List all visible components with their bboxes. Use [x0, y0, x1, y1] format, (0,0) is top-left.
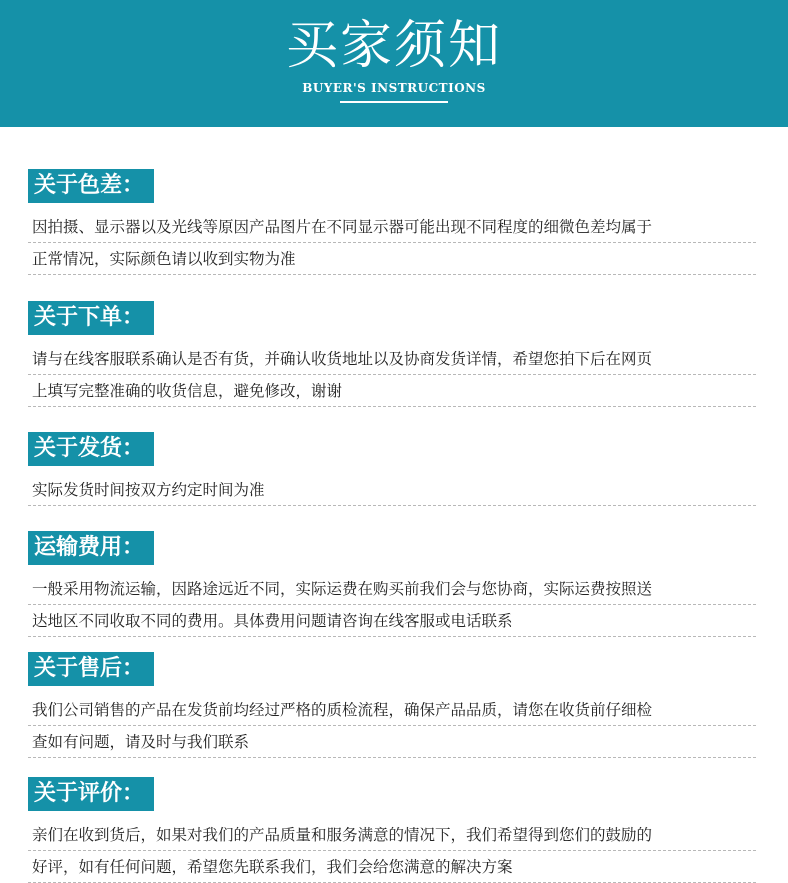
section-color-difference [28, 169, 758, 275]
text-line: 一般采用物流运输，因路途远近不同，实际运费在购买前我们会与您协商，实际运费按照送 [28, 573, 756, 605]
text-line: 亲们在收到货后，如果对我们的产品质量和服务满意的情况下，我们希望得到您们的鼓励的 [28, 819, 756, 851]
text-line: 我们公司销售的产品在发货前均经过严格的质检流程，确保产品品质，请您在收货前仔细检 [28, 694, 756, 726]
text-line: 实际发货时间按双方约定时间为准 [28, 474, 756, 506]
section-ordering [28, 301, 758, 407]
section-after-sales [28, 652, 758, 758]
subtitle-underline [340, 101, 448, 103]
text-line: 查如有问题，请及时与我们联系 [28, 726, 756, 758]
section-heading: 运输费用： [28, 531, 154, 565]
page-title: 买家须知 [285, 16, 502, 76]
header-banner [0, 0, 788, 127]
section-body [28, 343, 756, 407]
section-body [28, 819, 756, 883]
text-line: 达地区不同收取不同的费用。具体费用问题请咨询在线客服或电话联系 [28, 605, 756, 637]
section-heading: 关于发货： [28, 432, 154, 466]
section-heading: 关于色差： [28, 169, 154, 203]
section-heading: 关于评价： [28, 777, 154, 811]
section-heading: 关于下单： [28, 301, 154, 335]
section-body [28, 694, 756, 758]
text-line: 正常情况，实际颜色请以收到实物为准 [28, 243, 756, 275]
section-body [28, 474, 756, 506]
section-body [28, 211, 756, 275]
section-reviews [28, 777, 758, 883]
page-subtitle: BUYER'S INSTRUCTIONS [302, 81, 486, 95]
text-line: 请与在线客服联系确认是否有货，并确认收货地址以及协商发货详情，希望您拍下后在网页 [28, 343, 756, 375]
section-body [28, 573, 756, 637]
text-line: 好评，如有任何问题，希望您先联系我们，我们会给您满意的解决方案 [28, 851, 756, 883]
section-heading: 关于售后： [28, 652, 154, 686]
text-line: 因拍摄、显示器以及光线等原因产品图片在不同显示器可能出现不同程度的细微色差均属于 [28, 211, 756, 243]
text-line: 上填写完整准确的收货信息，避免修改，谢谢 [28, 375, 756, 407]
section-shipping-cost [28, 531, 758, 637]
section-shipping [28, 432, 758, 506]
